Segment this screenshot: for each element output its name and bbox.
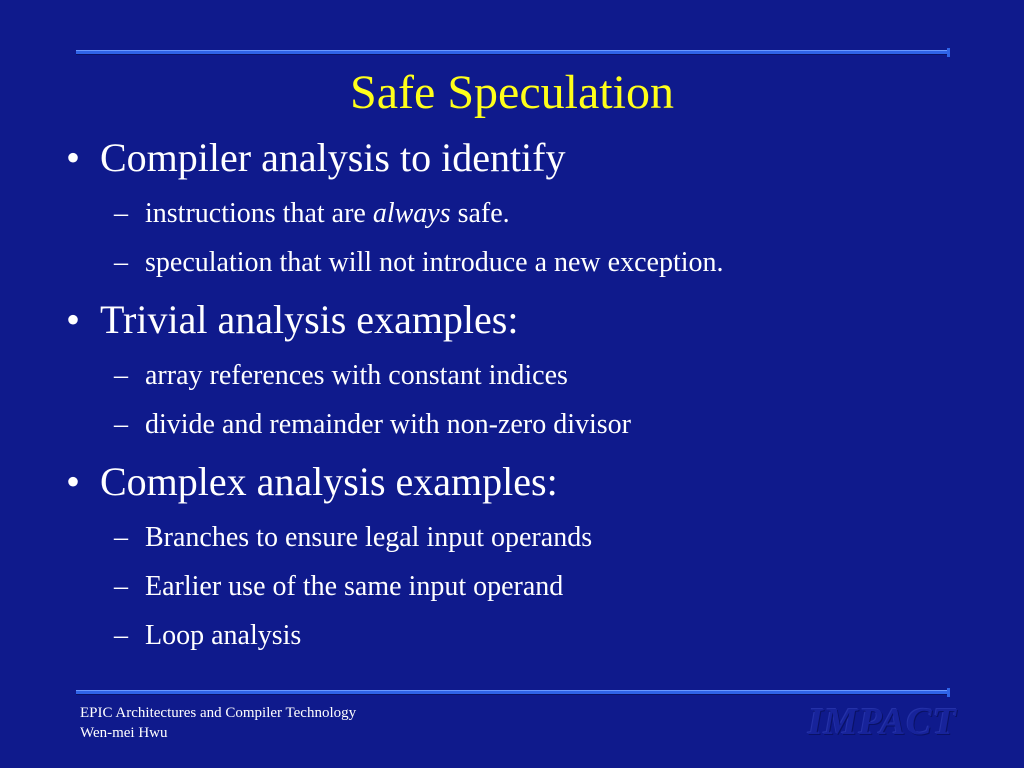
footer [80,703,356,743]
dash-icon: – [114,571,128,602]
dash-icon: – [114,198,128,229]
sub-bullet-text: divide and remainder with non-zero divisor [145,409,631,440]
footer-author: Wen-mei Hwu [80,725,168,741]
sub-bullet [60,619,980,653]
emphasis-text: always [372,198,451,229]
bullet-text: Complex analysis examples: [100,459,558,504]
bottom-divider [76,690,948,695]
dash-icon: – [114,620,128,651]
slide-body [60,134,980,653]
impact-logo: IMPACT [808,701,957,743]
bullet-text: Trivial analysis examples: [100,297,519,342]
sub-bullet [60,246,980,280]
slide-title: Safe Speculation [350,66,674,119]
bullet-complex-analysis [60,458,980,506]
bullet-icon: • [66,459,81,504]
bullet-trivial-analysis [60,296,980,344]
sub-bullet [60,408,980,442]
dash-icon: – [114,409,128,440]
bullet-compiler-analysis [60,134,980,182]
top-divider [76,50,948,55]
bullet-icon: • [66,135,81,180]
sub-bullet-text: Branches to ensure legal input operands [145,522,593,553]
footer-course-title: EPIC Architectures and Compiler Technology [80,705,357,721]
sub-bullet-text: Earlier use of the same input operand [145,571,564,602]
sub-bullet-text: Loop analysis [145,620,302,651]
sub-bullet [60,570,980,604]
bullet-icon: • [66,297,81,342]
sub-bullet-text: instructions that are always safe. [145,198,510,229]
sub-bullet [60,521,980,555]
sub-bullet-text: speculation that will not introduce a new exception. [145,247,724,278]
sub-bullet [60,359,980,393]
sub-bullet-text: array references with constant indices [145,360,568,391]
dash-icon: – [114,247,128,278]
bullet-text: Compiler analysis to identify [100,135,566,180]
dash-icon: – [114,522,128,553]
dash-icon: – [114,360,128,391]
sub-bullet [60,197,980,231]
